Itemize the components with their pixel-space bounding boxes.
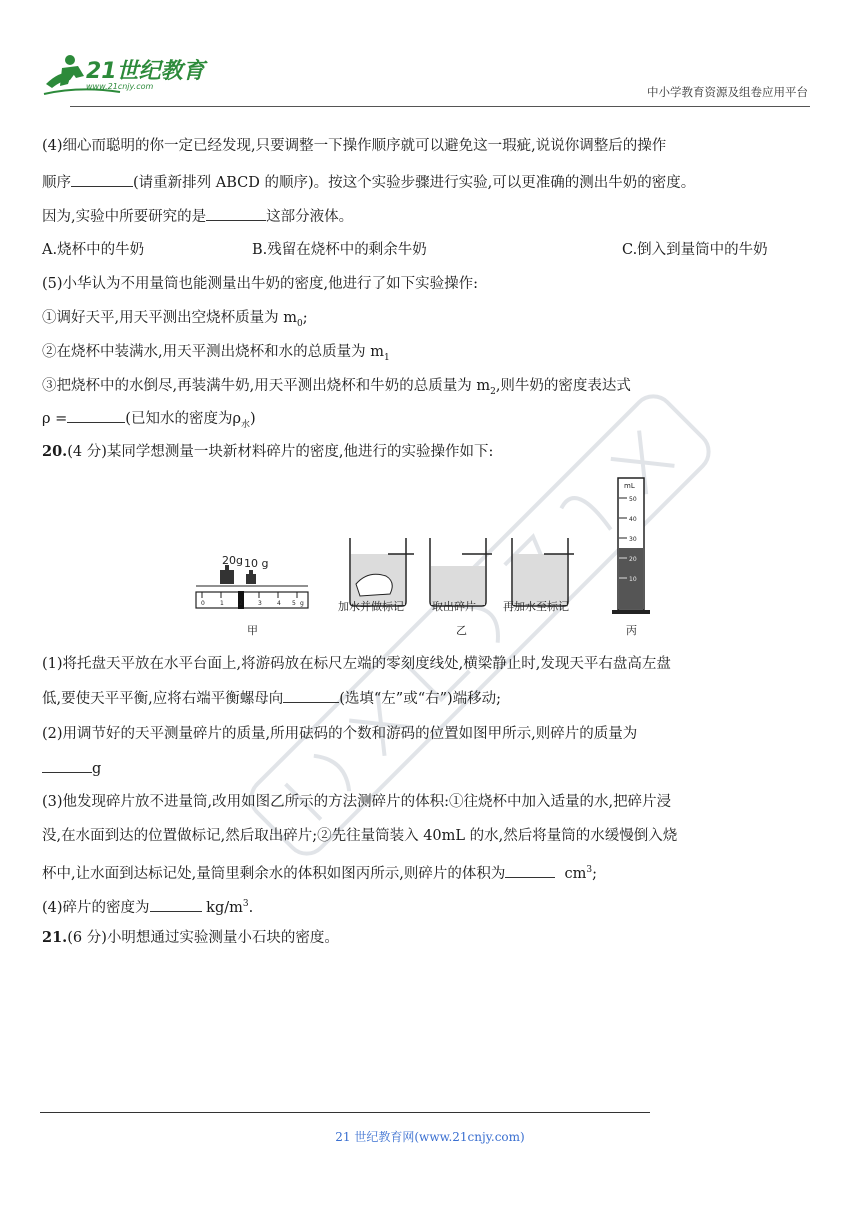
q20-3-line1: (3)他发现碎片放不进量筒,改用如图乙所示的方法测碎片的体积:①往烧杯中加入适量的水,把碎片浸 xyxy=(42,794,672,810)
experiment-figure xyxy=(192,474,652,642)
label-bing: 丙 xyxy=(626,624,637,637)
cyl-tick: 20 xyxy=(629,556,637,563)
weight-10g-icon xyxy=(246,570,256,584)
q19-4-line2a: 顺序 xyxy=(42,175,71,191)
q21-stem xyxy=(42,928,339,948)
beaker-3-label: 再加水至标记 xyxy=(503,600,569,613)
q19-4-line1: (4)细心而聪明的你一定已经发现,只要调整一下操作顺序就可以避免这一瑕疵,说说你调整后的操作 xyxy=(42,138,667,154)
q20-4-text: (4)碎片的密度为 xyxy=(42,899,150,916)
q19-4-line3 xyxy=(42,206,353,227)
q19-5-step1 xyxy=(42,308,308,334)
mass-10g-label: 10 g xyxy=(244,557,269,570)
q20-2-line2 xyxy=(42,758,101,779)
beaker-2-label: 取出碎片 xyxy=(432,600,476,613)
q19-5-intro: (5)小华认为不用量筒也能测量出牛奶的密度,他进行了如下实验操作: xyxy=(42,276,479,292)
q20-number: 20. xyxy=(42,443,68,460)
cyl-tick: 40 xyxy=(629,516,637,523)
q20-3-line2: 没,在水面到达的位置做标记,然后取出碎片;②先往量筒装入 40mL 的水,然后将量筒的水缓慢倒入烧 xyxy=(42,828,678,844)
step1-sub: 0 xyxy=(296,318,303,329)
q20-4-end: . xyxy=(248,899,254,916)
q20-4-sup: 3 xyxy=(242,899,249,909)
footer-divider xyxy=(40,1112,650,1113)
answer-blank[interactable] xyxy=(505,863,555,878)
option-b: B.残留在烧杯中的剩余牛奶 xyxy=(252,242,427,258)
q19-5-rho xyxy=(42,408,256,435)
answer-blank[interactable] xyxy=(283,688,339,703)
rho-label: ρ = xyxy=(42,411,68,427)
answer-blank[interactable] xyxy=(206,206,266,221)
q19-4-line2b: (请重新排列 ABCD 的顺序)。按这个实验步骤进行实验,可以更准确的测出牛奶的密度。 xyxy=(133,175,696,191)
answer-blank[interactable] xyxy=(42,758,92,773)
step2-text: ②在烧杯中装满水,用天平测出烧杯和水的总质量为 m xyxy=(42,344,384,360)
tick-label: 4 xyxy=(277,600,281,607)
beaker-3-icon xyxy=(512,538,574,606)
platform-name: 中小学教育资源及组卷应用平台 xyxy=(647,85,808,99)
option-c: C.倒入到量筒中的牛奶 xyxy=(622,242,768,258)
q19-4-line3b: 这部分液体。 xyxy=(266,209,354,225)
cyl-tick: 50 xyxy=(629,496,637,503)
answer-blank[interactable] xyxy=(67,408,125,423)
header-divider xyxy=(70,106,810,107)
q19-5-step2 xyxy=(42,342,390,368)
q20-4-unit: kg/m xyxy=(206,899,243,916)
tick-label: 2 xyxy=(239,600,243,607)
q20-3-text: 杯中,让水面到达标记处,量筒里剩余水的体积如图丙所示,则碎片的体积为 xyxy=(42,865,506,882)
logo-url: www.21cnjy.com xyxy=(86,82,154,91)
q20-3-sup: 3 xyxy=(586,865,593,875)
beaker-2-icon xyxy=(430,538,492,606)
logo-text: 21世纪教育 xyxy=(86,59,205,84)
beaker-1-icon xyxy=(350,538,414,606)
q20-2-unit: g xyxy=(92,761,102,777)
q19-5-step3 xyxy=(42,376,631,402)
mass-20g-label: 20g xyxy=(222,554,243,567)
rho-sub: 水 xyxy=(240,419,250,430)
label-jia: 甲 xyxy=(247,624,258,637)
option-a: A.烧杯中的牛奶 xyxy=(42,242,145,258)
q20-3-line3 xyxy=(42,860,597,884)
weight-20g-icon xyxy=(220,565,234,584)
tick-label: 3 xyxy=(258,600,262,607)
q20-1-line1: (1)将托盘天平放在水平台面上,将游码放在标尺左端的零刻度线处,横梁静止时,发现天平右盘高左盘 xyxy=(42,656,671,672)
q19-4-line2 xyxy=(42,172,695,193)
q19-4-line3a: 因为,实验中所要研究的是 xyxy=(42,209,207,225)
tick-label: g xyxy=(300,600,304,607)
step3-end: ,则牛奶的密度表达式 xyxy=(495,378,631,394)
q20-1-text: 低,要使天平平衡,应将右端平衡螺母向 xyxy=(42,691,284,707)
q20-4-line xyxy=(42,894,253,918)
q20-3-unit: cm xyxy=(564,865,587,882)
step3-sub: 2 xyxy=(490,386,496,397)
q21-stem-text: (6 分)小明想通过实验测量小石块的密度。 xyxy=(67,930,339,946)
answer-blank[interactable] xyxy=(71,172,133,187)
step3-text: ③把烧杯中的水倒尽,再装满牛奶,用天平测出烧杯和牛奶的总质量为 m xyxy=(42,378,491,394)
q20-stem-text: (4 分)某同学想测量一块新材料碎片的密度,他进行的实验操作如下: xyxy=(67,444,494,460)
cyl-tick: 30 xyxy=(629,536,637,543)
q20-1-end: (选填“左”或“右”)端移动; xyxy=(339,691,502,707)
cyl-tick: 10 xyxy=(629,576,637,583)
footer-text: 21 世纪教育网(www.21cnjy.com) xyxy=(335,1130,525,1144)
q20-stem xyxy=(42,442,493,462)
beaker-1-label: 加水并做标记 xyxy=(338,600,404,613)
cylinder-unit: mL xyxy=(624,482,635,490)
q20-2-line1: (2)用调节好的天平测量碎片的质量,所用砝码的个数和游码的位置如图甲所示,则碎片的质量为 xyxy=(42,726,638,742)
q20-3-end: ; xyxy=(592,865,598,882)
tick-label: 0 xyxy=(201,600,205,607)
tick-label: 5 xyxy=(292,600,296,607)
tick-label: 1 xyxy=(220,600,224,607)
rho-end: ) xyxy=(250,411,256,427)
step2-sub: 1 xyxy=(383,352,390,363)
rho-note: (已知水的密度为ρ xyxy=(125,411,241,427)
label-yi: 乙 xyxy=(456,624,467,637)
q21-number: 21. xyxy=(42,929,68,946)
step1-text: ①调好天平,用天平测出空烧杯质量为 m xyxy=(42,310,297,326)
answer-blank[interactable] xyxy=(150,897,202,912)
q20-1-line2 xyxy=(42,688,501,709)
step1-end: ; xyxy=(302,310,308,326)
